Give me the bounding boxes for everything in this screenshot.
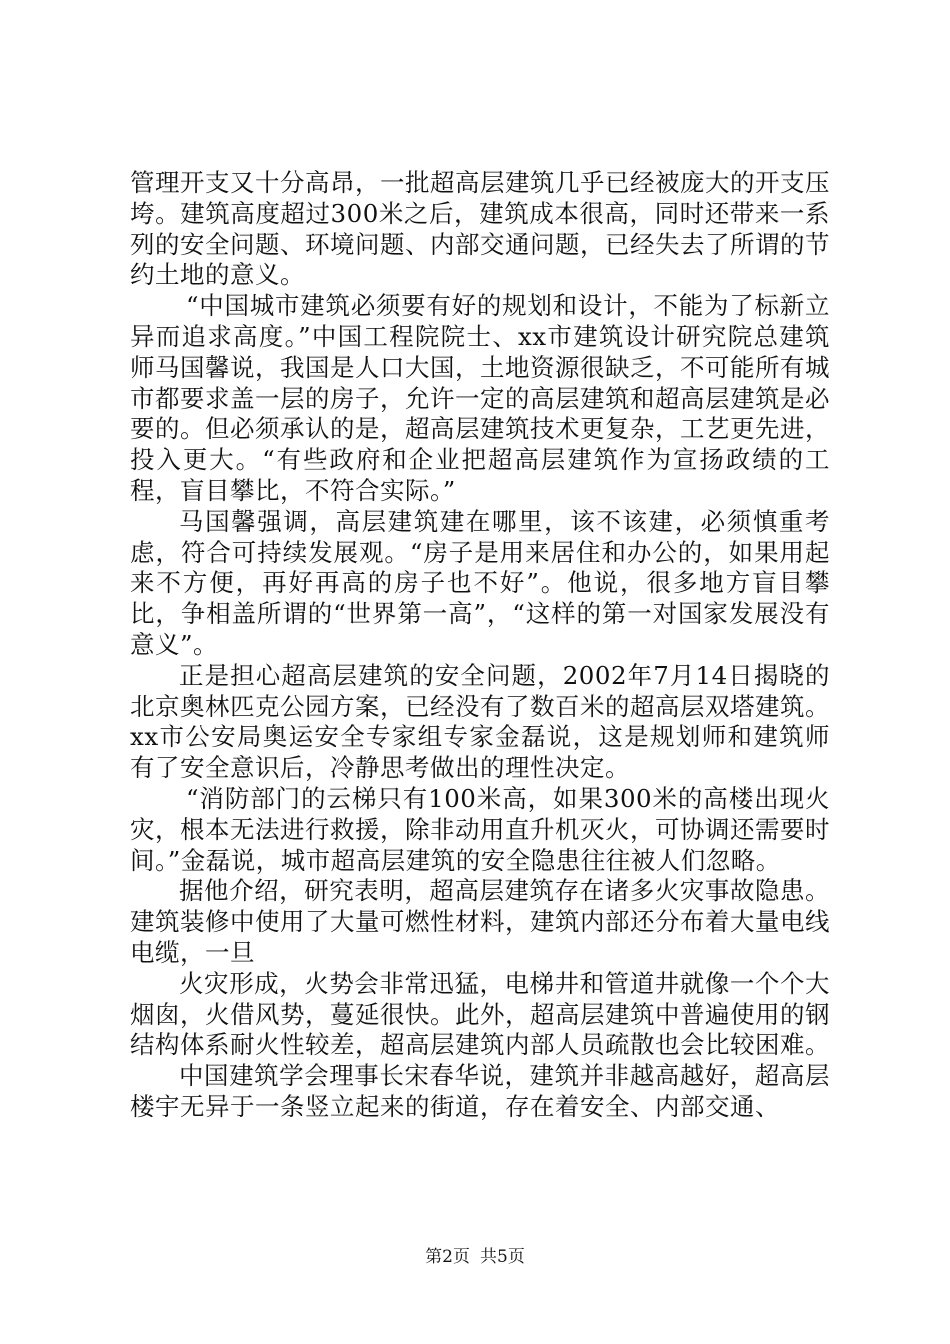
document-body — [130, 168, 830, 1123]
paragraph-5: “消防部门的云梯只有100米高，如果300米的高楼出现火灾，根本无法进行救援，除非动用直升机灭火，可协调还需要时间。”金磊说，城市超高层建筑的安全隐患往往被人们忽略。 — [130, 783, 830, 875]
paragraph-6: 据他介绍，研究表明，超高层建筑存在诸多火灾事故隐患。建筑装修中使用了大量可燃性材料，建筑内部还分布着大量电线电缆，一旦 — [130, 876, 830, 967]
page-footer — [0, 1246, 950, 1268]
page-number: 第2页 — [425, 1247, 470, 1267]
paragraph-4: 正是担心超高层建筑的安全问题，2002年7月14日揭晓的北京奥林匹克公园方案，已经没有了数百米的超高层双塔建筑。xx市公安局奥运安全专家组专家金磊说，这是规划师和建筑师有了安全意识后，冷静思考做出的理性决定。 — [130, 660, 830, 783]
paragraph-1: 管理开支又十分高昂，一批超高层建筑几乎已经被庞大的开支压垮。建筑高度超过300米之后，建筑成本很高，同时还带来一系列的安全问题、环境问题、内部交通问题，已经失去了所谓的节约土地的意义。 — [130, 168, 830, 290]
paragraph-8: 中国建筑学会理事长宋春华说，建筑并非越高越好，超高层楼宇无异于一条竖立起来的街道，存在着安全、内部交通、 — [130, 1061, 830, 1121]
page-total: 共5页 — [480, 1247, 525, 1267]
paragraph-7: 火灾形成，火势会非常迅猛，电梯井和管道井就像一个个大烟囱，火借风势，蔓延很快。此外，超高层建筑中普遍使用的钢结构体系耐火性较差，超高层建筑内部人员疏散也会比较困难。 — [130, 968, 830, 1060]
paragraph-3: 马国馨强调，高层建筑建在哪里，该不该建，必须慎重考虑，符合可持续发展观。“房子是用来居住和办公的，如果用起来不方便，再好再高的房子也不好”。他说，很多地方盲目攀比，争相盖所谓的“世界第一高”，“这样的第一对国家发展没有意义”。 — [130, 506, 830, 659]
paragraph-2: “中国城市建筑必须要有好的规划和设计，不能为了标新立异而追求高度。”中国工程院院士、xx市建筑设计研究院总建筑师马国馨说，我国是人口大国，土地资源很缺乏，不可能所有城市都要求盖一层的房子，允许一定的高层建筑和超高层建筑是必要的。但必须承认的是，超高层建筑技术更复杂，工艺更先进，投入更大。“有些政府和企业把超高层建筑作为宣扬政绩的工程，盲目攀比，不符合实际。” — [130, 291, 830, 505]
